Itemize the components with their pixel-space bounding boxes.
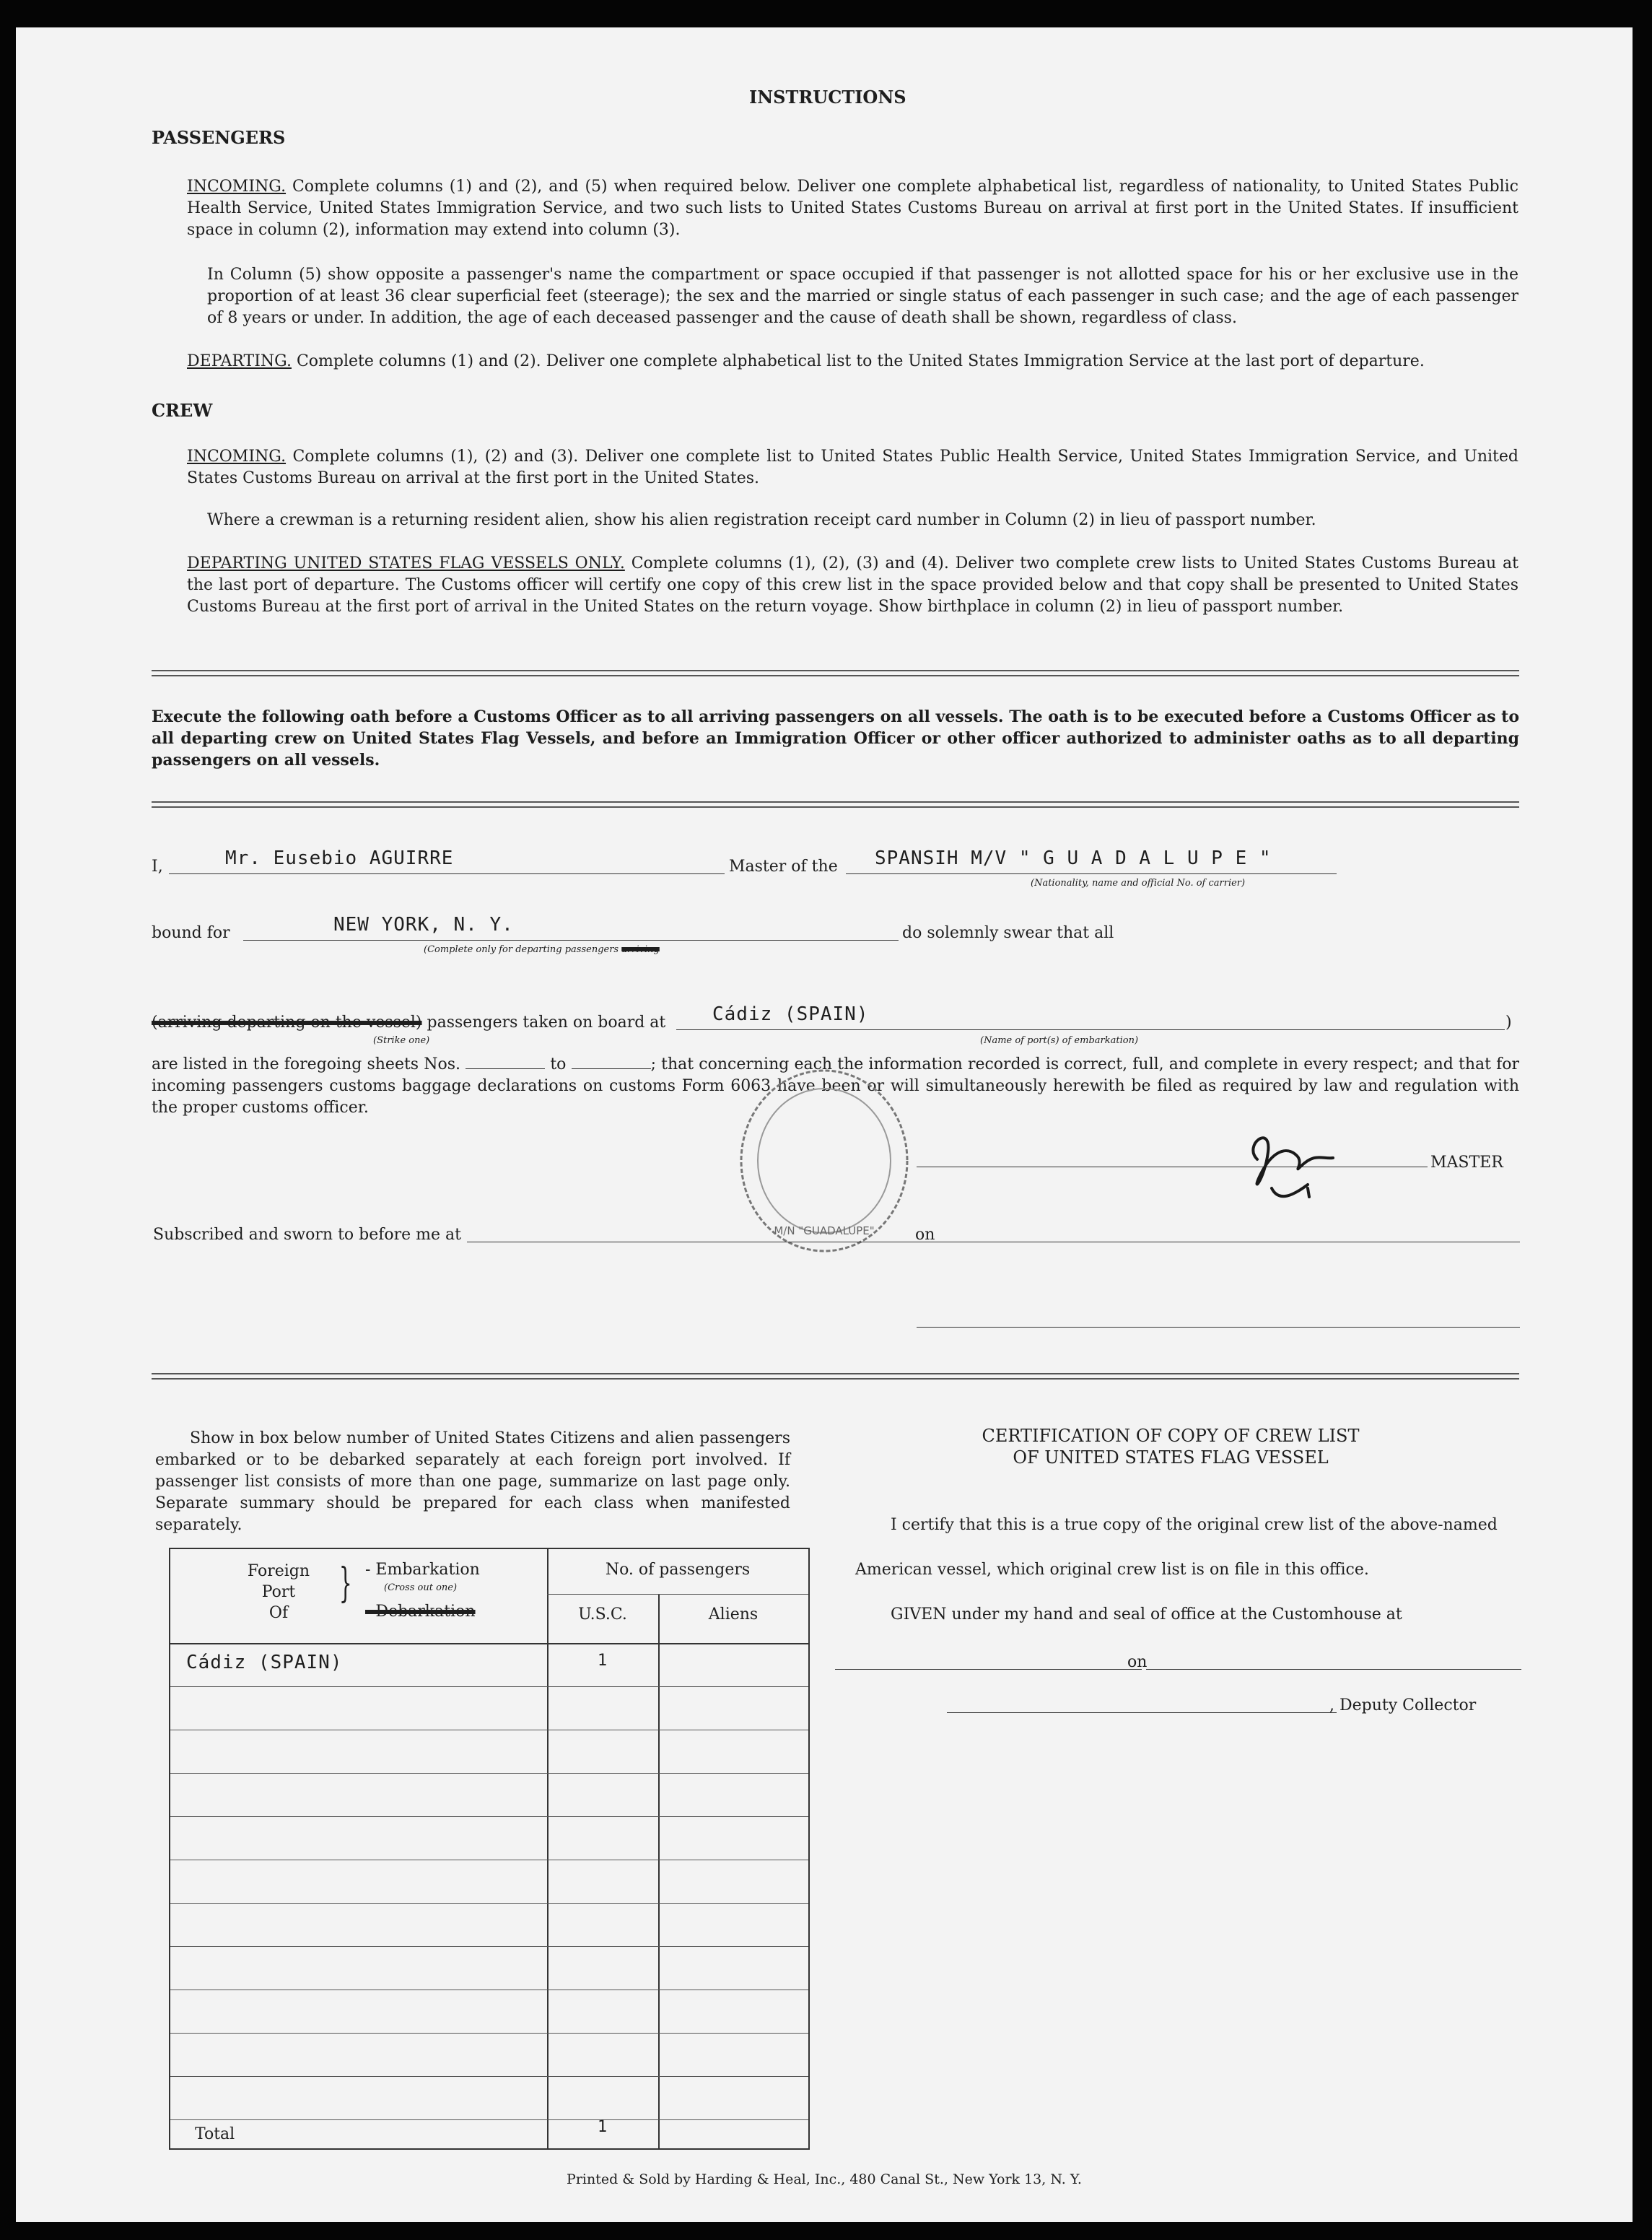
crew-incoming-text: Complete columns (1), (2) and (3). Deliver one complete list to United States Public Health Service, United States Immigration Service, and United States Customs Bureau on arrival at the first port in the United States. [187,448,1519,487]
swear-label: do solemnly swear that all [902,924,1114,942]
rule [170,2076,808,2077]
statement-text: ; that concerning each the information recorded is correct, full, and complete in every respect; and that for incoming passengers customs baggage declarations on customs Form 6063 have been or will simultaneously herewith be filed as required by law and regulation with the proper customs officer. [152,1055,1519,1117]
rule [170,2119,808,2120]
vessel-note: (Nationality, name and official No. of carrier) [1031,878,1246,889]
deputy-signature-line[interactable] [947,1712,1337,1713]
port-line [676,1029,1505,1030]
crew-incoming-paragraph [187,446,1518,489]
cross-out-note: (Cross out one) [384,1582,458,1593]
certification-title-2: OF UNITED STATES FLAG VESSEL [1013,1447,1329,1468]
vessel-line [846,873,1337,874]
table-header-split [547,1594,808,1595]
certification-line-3: GIVEN under my hand and seal of office at the Customhouse at [891,1605,1402,1624]
passengers-column5-paragraph: In Column (5) show opposite a passenger's name the compartment or space occupied if that passenger is not allotted space for his or her exclusive use in the proportion of at least 36 clear superficial feet (steerage); the sex and the married or single status of each passenger in such case; and the age of each passenger of 8 years or under. In addition, the age of each deceased passenger and the cause of death shall be shown, regardless of class. [207,266,1518,327]
table-row-port[interactable]: Cádiz (SPAIN) [186,1652,343,1673]
port-value[interactable]: Cádiz (SPAIN) [712,1003,869,1025]
passengers-incoming-paragraph [187,176,1518,241]
crew-departing-paragraph [187,553,1518,618]
strike-note: (Strike one) [373,1035,430,1046]
passengers-incoming-label: INCOMING. [187,178,287,196]
master-name-line [169,873,725,874]
passengers-departing-label: DEPARTING. [187,352,292,370]
crew-incoming-label: INCOMING. [187,448,287,466]
passengers-departing-paragraph [187,351,1518,372]
deputy-label: , Deputy Collector [1329,1696,1477,1714]
total-usc[interactable]: 1 [597,2118,608,2136]
rule [170,1903,808,1904]
destination-value[interactable]: NEW YORK, N. Y. [333,914,514,936]
debarkation-option[interactable] [365,1601,476,1623]
col-num-header: No. of passengers [605,1561,751,1579]
sheet-to-field[interactable] [572,1068,651,1069]
total-label: Total [195,2125,235,2143]
officer-signature-line[interactable] [917,1327,1520,1328]
embarkation-option[interactable]: - Embarkation [365,1561,480,1579]
col-port-line-2: Port [261,1583,296,1601]
brace-icon: } [338,1560,352,1607]
passengers-taken-label: passengers taken on board at [427,1014,666,1032]
debarkation-struck: - Debarkation [365,1603,476,1621]
master-label: MASTER [1430,1154,1503,1172]
certification-place-line[interactable] [835,1669,1142,1670]
bound-note-text: (Complete only for departing passengers [424,944,619,955]
close-paren: ) [1505,1014,1512,1032]
table-divider-usc [658,1594,660,2148]
rule [170,1773,808,1774]
subscribed-on-label: on [915,1226,935,1244]
bound-note-struck: arriving [621,944,660,955]
vessel-value[interactable]: SPANSIH M/V " G U A D A L U P E " [875,847,1272,869]
form-page [16,27,1633,2222]
destination-line [243,940,899,941]
master-signature-icon [1228,1116,1358,1217]
footer-printer: Printed & Sold by Harding & Heal, Inc., 480 Canal St., New York 13, N. Y. [567,2171,1082,2187]
table-header-bottom [170,1643,808,1644]
summary-instructions: Show in box below number of United States Citizens and alien passengers embarked or to be debarked separately at each foreign port involved. If passenger list consists of more than one page, summarize on last page only. Separate summary should be prepared for each class when manifested separately. [155,1429,790,1534]
crew-resident-paragraph: Where a crewman is a returning resident alien, show his alien registration receipt card number in Column (2) in lieu of passport number. [207,511,1316,529]
strike-text: (arriving departing on the vessel) [152,1014,422,1032]
summary-table [169,1548,810,2150]
col-port-line-3: Of [268,1604,289,1622]
col-port-line-1: Foreign [247,1562,310,1580]
crew-departing-text: Complete columns (1), (2), (3) and (4). Deliver two complete crew lists to United States Customs Bureau at the last port of departure. The Customs officer will certify one copy of this crew list in the space provided below and that copy shall be presented to United States Customs Bureau at the first port of arrival in the United States on the return voyage. Show birthplace in column (2) in lieu of passport number. [187,554,1518,616]
certification-on-label: on [1127,1653,1148,1671]
rule [170,2033,808,2034]
certification-line-2: American vessel, which original crew list is on file in this office. [855,1561,1369,1579]
arriving-departing-row [152,1012,665,1034]
ship-stamp-icon [727,1038,922,1269]
bound-note [424,944,660,955]
sheet-from-field[interactable] [466,1068,545,1069]
bound-for-label: bound for [152,924,230,942]
crew-departing-label: DEPARTING UNITED STATES FLAG VESSELS ONLY. [187,554,625,572]
port-note: (Name of port(s) of embarkation) [980,1035,1139,1046]
passengers-heading: PASSENGERS [152,127,286,148]
certification-title-1: CERTIFICATION OF COPY OF CREW LIST [982,1426,1360,1446]
rule [170,1686,808,1687]
instructions-title: INSTRUCTIONS [749,87,906,108]
oath-instructions: Execute the following oath before a Customs Officer as to all arriving passengers on all vessels. The oath is to be executed before a Customs Officer as to all departing crew on United States Flag Vessels, and before an Immigration Officer or other officer authorized to administer oaths as to all departing passengers on all vessels. [152,707,1519,770]
subscribed-label: Subscribed and sworn to before me at [153,1226,462,1244]
rule [170,1946,808,1947]
divider-2 [152,801,1519,808]
crew-heading: CREW [152,400,213,421]
table-divider-port [547,1549,549,2148]
listed-label: are listed in the foregoing sheets Nos. [152,1055,461,1073]
col-aliens-header: Aliens [708,1605,759,1624]
col-port-header [239,1561,318,1624]
oath-i-label: I, [152,858,163,876]
certification-line-1: I certify that this is a true copy of the original crew list of the above-named [891,1516,1498,1534]
divider-3 [152,1373,1519,1380]
master-name-value[interactable]: Mr. Eusebio AGUIRRE [225,847,454,869]
divider-1 [152,670,1519,676]
passengers-incoming-text: Complete columns (1) and (2), and (5) when required below. Deliver one complete alphabetical list, regardless of nationality, to United States Public Health Service, United States Immigration Service, and two such lists to United States Customs Bureau on arrival at first port in the United States. If insufficient space in column (2), information may extend into column (3). [187,178,1518,239]
col-usc-header: U.S.C. [578,1605,627,1624]
master-of-label: Master of the [729,858,838,876]
certification-date-line[interactable] [1146,1669,1521,1670]
rule [170,1816,808,1817]
passengers-departing-text: Complete columns (1) and (2). Deliver one complete alphabetical list to the United States Immigration Service at the last port of departure. [296,352,1425,370]
table-row-usc[interactable]: 1 [597,1652,608,1670]
to-label: to [550,1055,567,1073]
stamp-text: M/N "GUADALUPE" [774,1224,875,1237]
